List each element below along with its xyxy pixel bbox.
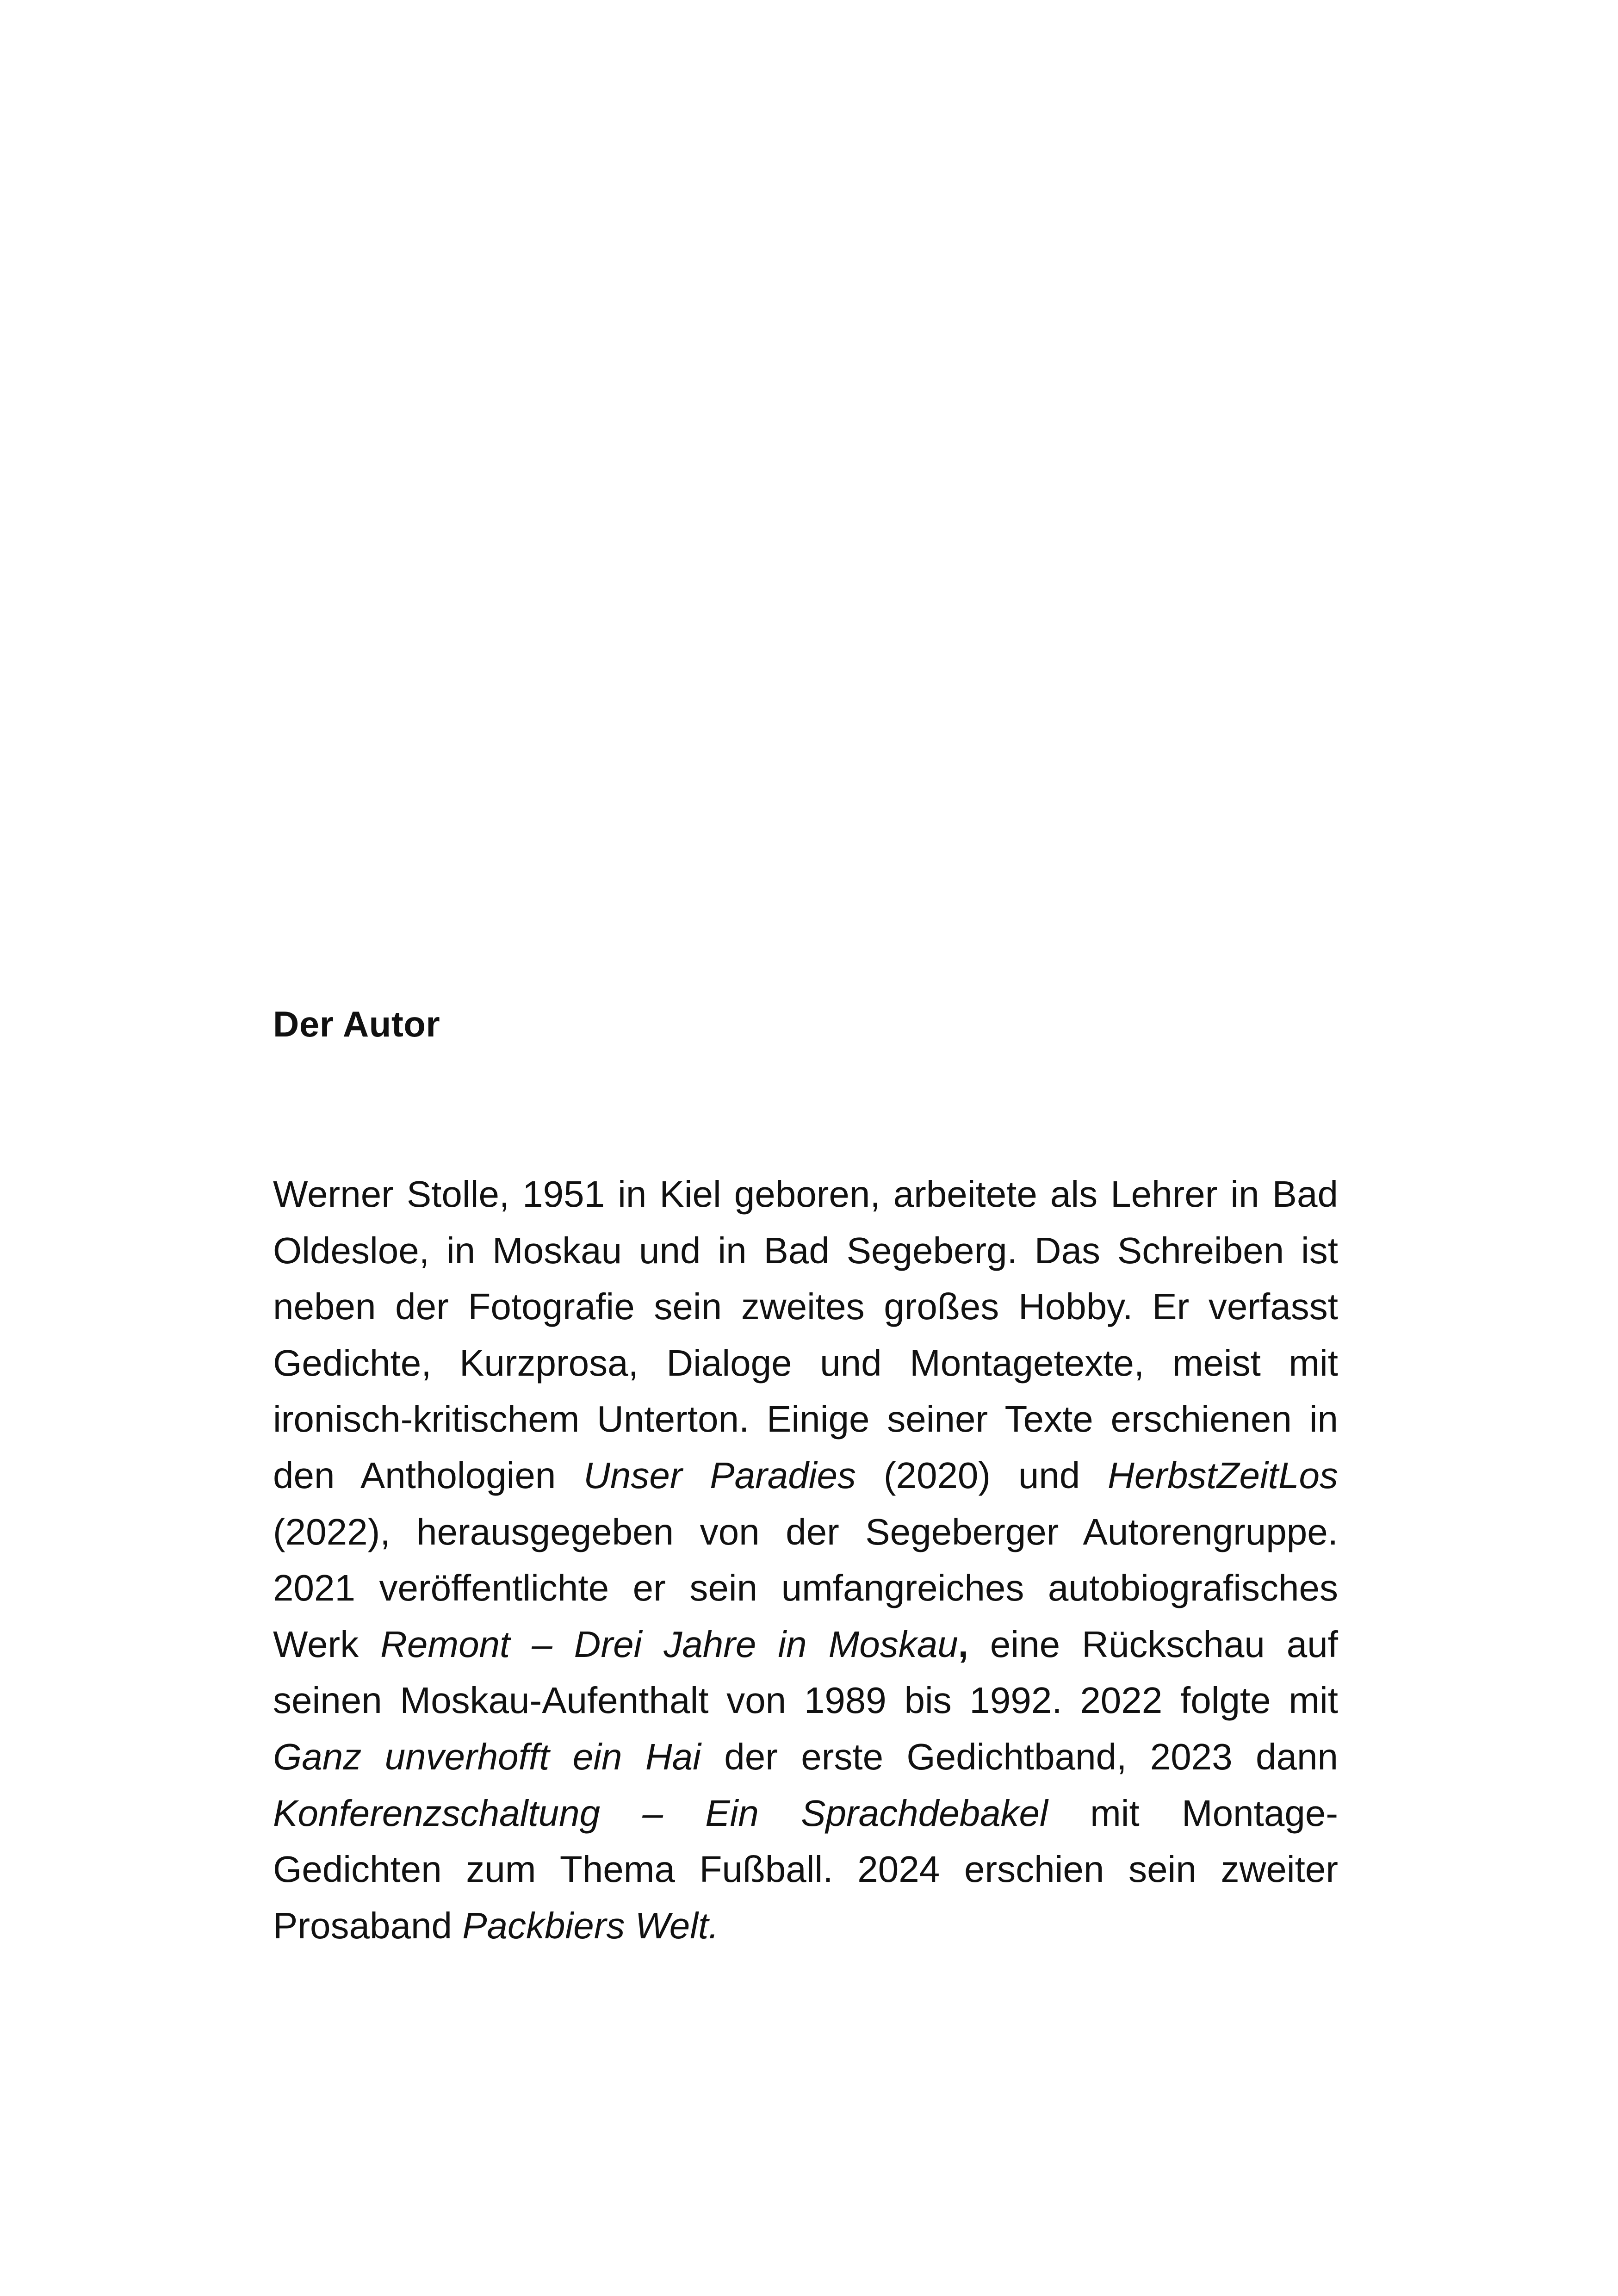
book-title: Unser Paradies <box>583 1454 856 1496</box>
bio-text: (2020) und <box>856 1454 1108 1496</box>
bio-comma: , <box>958 1623 968 1665</box>
book-title: Ganz unverhofft ein Hai <box>273 1736 701 1777</box>
book-title: Packbiers Welt. <box>462 1905 719 1946</box>
bio-text: mit Montage-Gedichten zum Thema Fußball. 2024 erschien sein zweiter Prosaband <box>273 1792 1339 1946</box>
section-heading: Der Autor <box>273 1004 440 1044</box>
book-title: Konferenzschaltung – Ein Sprachdebakel <box>273 1792 1048 1834</box>
bio-text: der erste Gedichtband, 2023 dann <box>701 1736 1338 1777</box>
bio-text: eine Rückschau auf seinen Moskau-Aufenthalt von 1989 bis 1992. 2022 folgte mit <box>273 1623 1339 1721</box>
bio-text: (2022), herausgegeben von der Segeberger Autorengruppe. 2021 veröffentlichte er sein umfangreiches autobiografisches Werk <box>273 1511 1338 1665</box>
bio-text: Werner Stolle, 1951 in Kiel geboren, arbeitete als Lehrer in Bad Oldesloe, in Moskau und in Bad Segeberg. Das Schreiben ist neben der Fotografie sein zweites großes Hobby. Er verfasst Gedichte, Kurzprosa, Dialoge und Montagetexte, meist mit ironisch-kritischem Unterton. Einige seiner Texte erschienen in den Anthologien <box>273 1173 1338 1496</box>
author-bio-paragraph <box>273 1166 1338 1954</box>
book-title: HerbstZeitLos <box>1108 1454 1339 1496</box>
book-title: Remont – Drei Jahre in Moskau <box>380 1623 958 1665</box>
